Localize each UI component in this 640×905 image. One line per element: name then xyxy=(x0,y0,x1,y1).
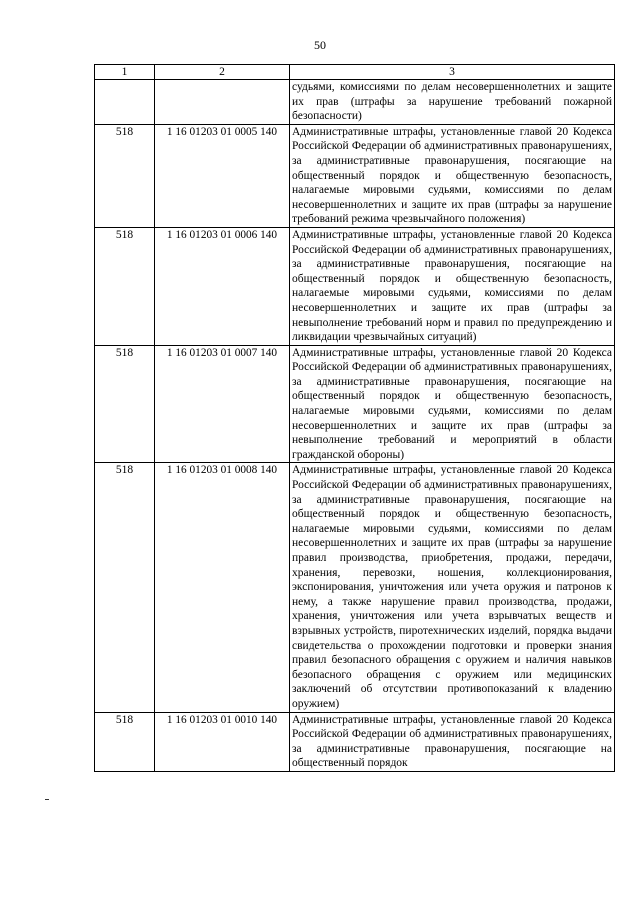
row-description: Административные штрафы, установленные главой 20 Кодекса Российской Федерации об административных правонарушениях, за административные правонарушения, посягающие на общественный порядок и общественную безопасность, налагаемые мировыми судьями, комиссиями по делам несовершеннолетних и защите их прав (штрафы за невыполнение требований и мероприятий в области гражданской обороны) xyxy=(290,345,615,463)
row-description: Административные штрафы, установленные главой 20 Кодекса Российской Федерации об административных правонарушениях, за административные правонарушения, посягающие на общественный порядок xyxy=(290,712,615,771)
row-admin-code: 518 xyxy=(95,124,155,227)
row-admin-code xyxy=(95,80,155,125)
row-description: Административные штрафы, установленные главой 20 Кодекса Российской Федерации об административных правонарушениях, за административные правонарушения, посягающие на общественный порядок и общественную безопасность, налагаемые мировыми судьями, комиссиями по делам несовершеннолетних и защите их прав (штрафы за невыполнение требований норм и правил по предупреждению и ликвидации чрезвычайных ситуаций) xyxy=(290,227,615,345)
scan-speck xyxy=(45,799,49,800)
budget-codes-table xyxy=(94,64,615,772)
column-header-2: 2 xyxy=(155,65,290,80)
row-description: судьями, комиссиями по делам несовершеннолетних и защите их прав (штрафы за нарушение требований пожарной безопасности) xyxy=(290,80,615,125)
row-budget-code: 1 16 01203 01 0007 140 xyxy=(155,345,290,463)
table-header-row xyxy=(95,65,615,80)
page-number: 50 xyxy=(314,38,326,52)
table-row xyxy=(95,712,615,771)
row-description: Административные штрафы, установленные главой 20 Кодекса Российской Федерации об административных правонарушениях, за административные правонарушения, посягающие на общественный порядок и общественную безопасность, налагаемые мировыми судьями, комиссиями по делам несовершеннолетних и защите их прав (штрафы за нарушение правил производства, приобретения, продажи, передачи, хранения, перевозки, ношения, коллекционирования, экспонирования, уничтожения или учета оружия и патронов к нему, а также нарушение правил производства, продажи, хранения, уничтожения или учета взрывчатых веществ и взрывных устройств, пиротехнических изделий, порядка выдачи свидетельства о прохождении подготовки и проверки знания правил безопасного обращения с оружием и наличия навыков безопасного обращения с оружием или медицинских заключений об отсутствии противопоказаний к владению оружием) xyxy=(290,463,615,712)
row-admin-code: 518 xyxy=(95,227,155,345)
row-budget-code: 1 16 01203 01 0010 140 xyxy=(155,712,290,771)
row-budget-code: 1 16 01203 01 0008 140 xyxy=(155,463,290,712)
table-row xyxy=(95,124,615,227)
table-row xyxy=(95,227,615,345)
row-admin-code: 518 xyxy=(95,463,155,712)
table-row xyxy=(95,80,615,125)
row-budget-code xyxy=(155,80,290,125)
row-budget-code: 1 16 01203 01 0005 140 xyxy=(155,124,290,227)
row-budget-code: 1 16 01203 01 0006 140 xyxy=(155,227,290,345)
table-row xyxy=(95,345,615,463)
column-header-3: 3 xyxy=(290,65,615,80)
table-row xyxy=(95,463,615,712)
row-admin-code: 518 xyxy=(95,712,155,771)
row-description: Административные штрафы, установленные главой 20 Кодекса Российской Федерации об административных правонарушениях, за административные правонарушения, посягающие на общественный порядок и общественную безопасность, налагаемые мировыми судьями, комиссиями по делам несовершеннолетних и защите их прав (штрафы за нарушение требований режима чрезвычайного положения) xyxy=(290,124,615,227)
column-header-1: 1 xyxy=(95,65,155,80)
row-admin-code: 518 xyxy=(95,345,155,463)
